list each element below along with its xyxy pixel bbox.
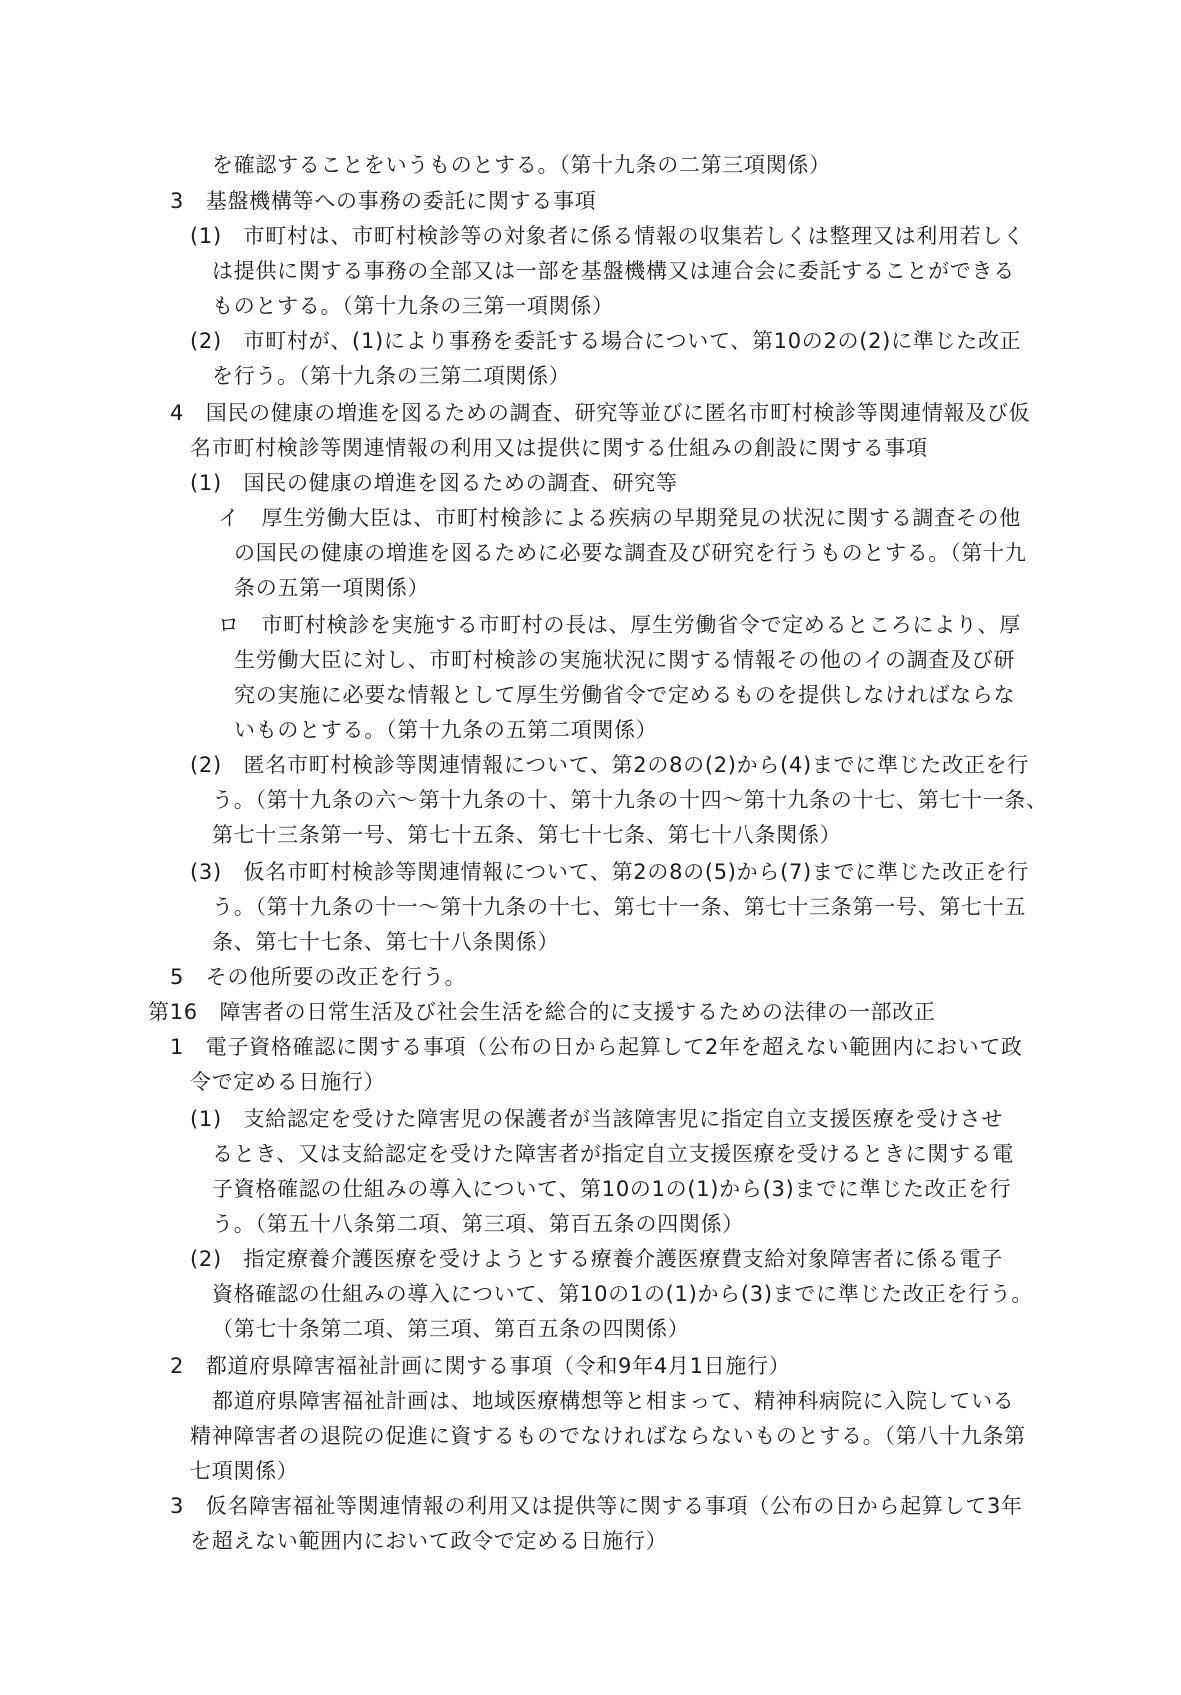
text-line: は提供に関する事務の全部又は一部を基盤機構又は連合会に委託することができる [212,259,1015,283]
text-line: う。（第十九条の十一～第十九条の十七、第七十一条、第七十三条第一号、第七十五 [212,895,1027,919]
text-line: 子資格確認の仕組みの導入について、第10の1の(1)から(3)までに準じた改正を行 [212,1177,1012,1201]
text-line: (1) 市町村は、市町村検診等の対象者に係る情報の収集若しくは整理又は利用若しく [190,224,1025,248]
text-line: (3) 仮名市町村検診等関連情報について、第2の8の(5)から(7)までに準じた改正を行 [190,860,1029,884]
text-line: (2) 指定療養介護医療を受けようとする療養介護医療費支給対象障害者に係る電子 [190,1247,1004,1271]
text-line: 七項関係） [190,1459,299,1483]
text-line: 第七十三条第一号、第七十五条、第七十七条、第七十八条関係） [212,823,842,847]
text-line: 令で定める日施行） [190,1070,386,1094]
section-heading: 4 国民の健康の増進を図るための調査、研究等並びに匿名市町村検診等関連情報及び仮 [170,401,1031,425]
text-line: 究の実施に必要な情報として厚生労働省令で定めるものを提供しなければならな [234,683,1016,707]
text-line: う。（第十九条の六～第十九条の十、第十九条の十四～第十九条の十七、第七十一条、 [212,788,1048,812]
section-heading: 3 仮名障害福祉等関連情報の利用又は提供等に関する事項（公布の日から起算して3年 [170,1494,1023,1518]
text-line: 名市町村検診等関連情報の利用又は提供に関する仕組みの創設に関する事項 [190,436,928,460]
text-line: ロ 市町村検診を実施する市町村の長は、厚生労働省令で定めるところにより、厚 [218,613,1021,637]
section-heading: 5 その他所要の改正を行う。 [170,965,467,989]
text-line: を確認することをいうものとする。（第十九条の二第三項関係） [212,153,831,177]
text-line: 条の五第一項関係） [234,576,430,600]
chapter-heading: 第16 障害者の日常生活及び社会生活を総合的に支援するための法律の一部改正 [148,1000,936,1024]
section-heading: 1 電子資格確認に関する事項（公布の日から起算して2年を超えない範囲内において政 [170,1035,1023,1059]
section-heading: 3 基盤機構等への事務の委託に関する事項 [170,189,597,213]
text-line: (1) 国民の健康の増進を図るための調査、研究等 [190,471,678,495]
text-line: を行う。（第十九条の三第二項関係） [212,364,571,388]
text-line: (2) 匿名市町村検診等関連情報について、第2の8の(2)から(4)までに準じた改正を行 [190,753,1029,777]
text-line: 資格確認の仕組みの導入について、第10の1の(1)から(3)までに準じた改正を行う。 [212,1282,1034,1306]
text-line: (1) 支給認定を受けた障害児の保護者が当該障害児に指定自立支援医療を受けさせ [190,1107,1004,1131]
text-line: （第七十条第二項、第三項、第百五条の四関係） [212,1317,690,1341]
text-line: 都道府県障害福祉計画は、地域医療構想等と相まって、精神科病院に入院している [212,1389,1015,1413]
text-line: 条、第七十七条、第七十八条関係） [212,930,560,954]
text-line: を超えない範囲内において政令で定める日施行） [190,1529,668,1553]
text-line: いものとする。（第十九条の五第二項関係） [234,718,658,742]
text-line: 精神障害者の退院の促進に資するものでなければならないものとする。（第八十九条第 [190,1424,1026,1448]
text-line: イ 厚生労働大臣は、市町村検診による疾病の早期発見の状況に関する調査その他 [218,506,1021,530]
text-line: 生労働大臣に対し、市町村検診の実施状況に関する情報その他のイの調査及び研 [234,648,1016,672]
text-line: う。（第五十八条第二項、第三項、第百五条の四関係） [212,1212,744,1236]
text-line: の国民の健康の増進を図るために必要な調査及び研究を行うものとする。（第十九 [234,541,1027,565]
text-line: るとき、又は支給認定を受けた障害者が指定自立支援医療を受けるときに関する電 [212,1142,1015,1166]
text-line: ものとする。（第十九条の三第一項関係） [212,294,614,318]
section-heading: 2 都道府県障害福祉計画に関する事項（令和9年4月1日施行） [170,1354,791,1378]
text-line: (2) 市町村が、(1)により事務を委託する場合について、第10の2の(2)に準じた改正 [190,329,1022,353]
